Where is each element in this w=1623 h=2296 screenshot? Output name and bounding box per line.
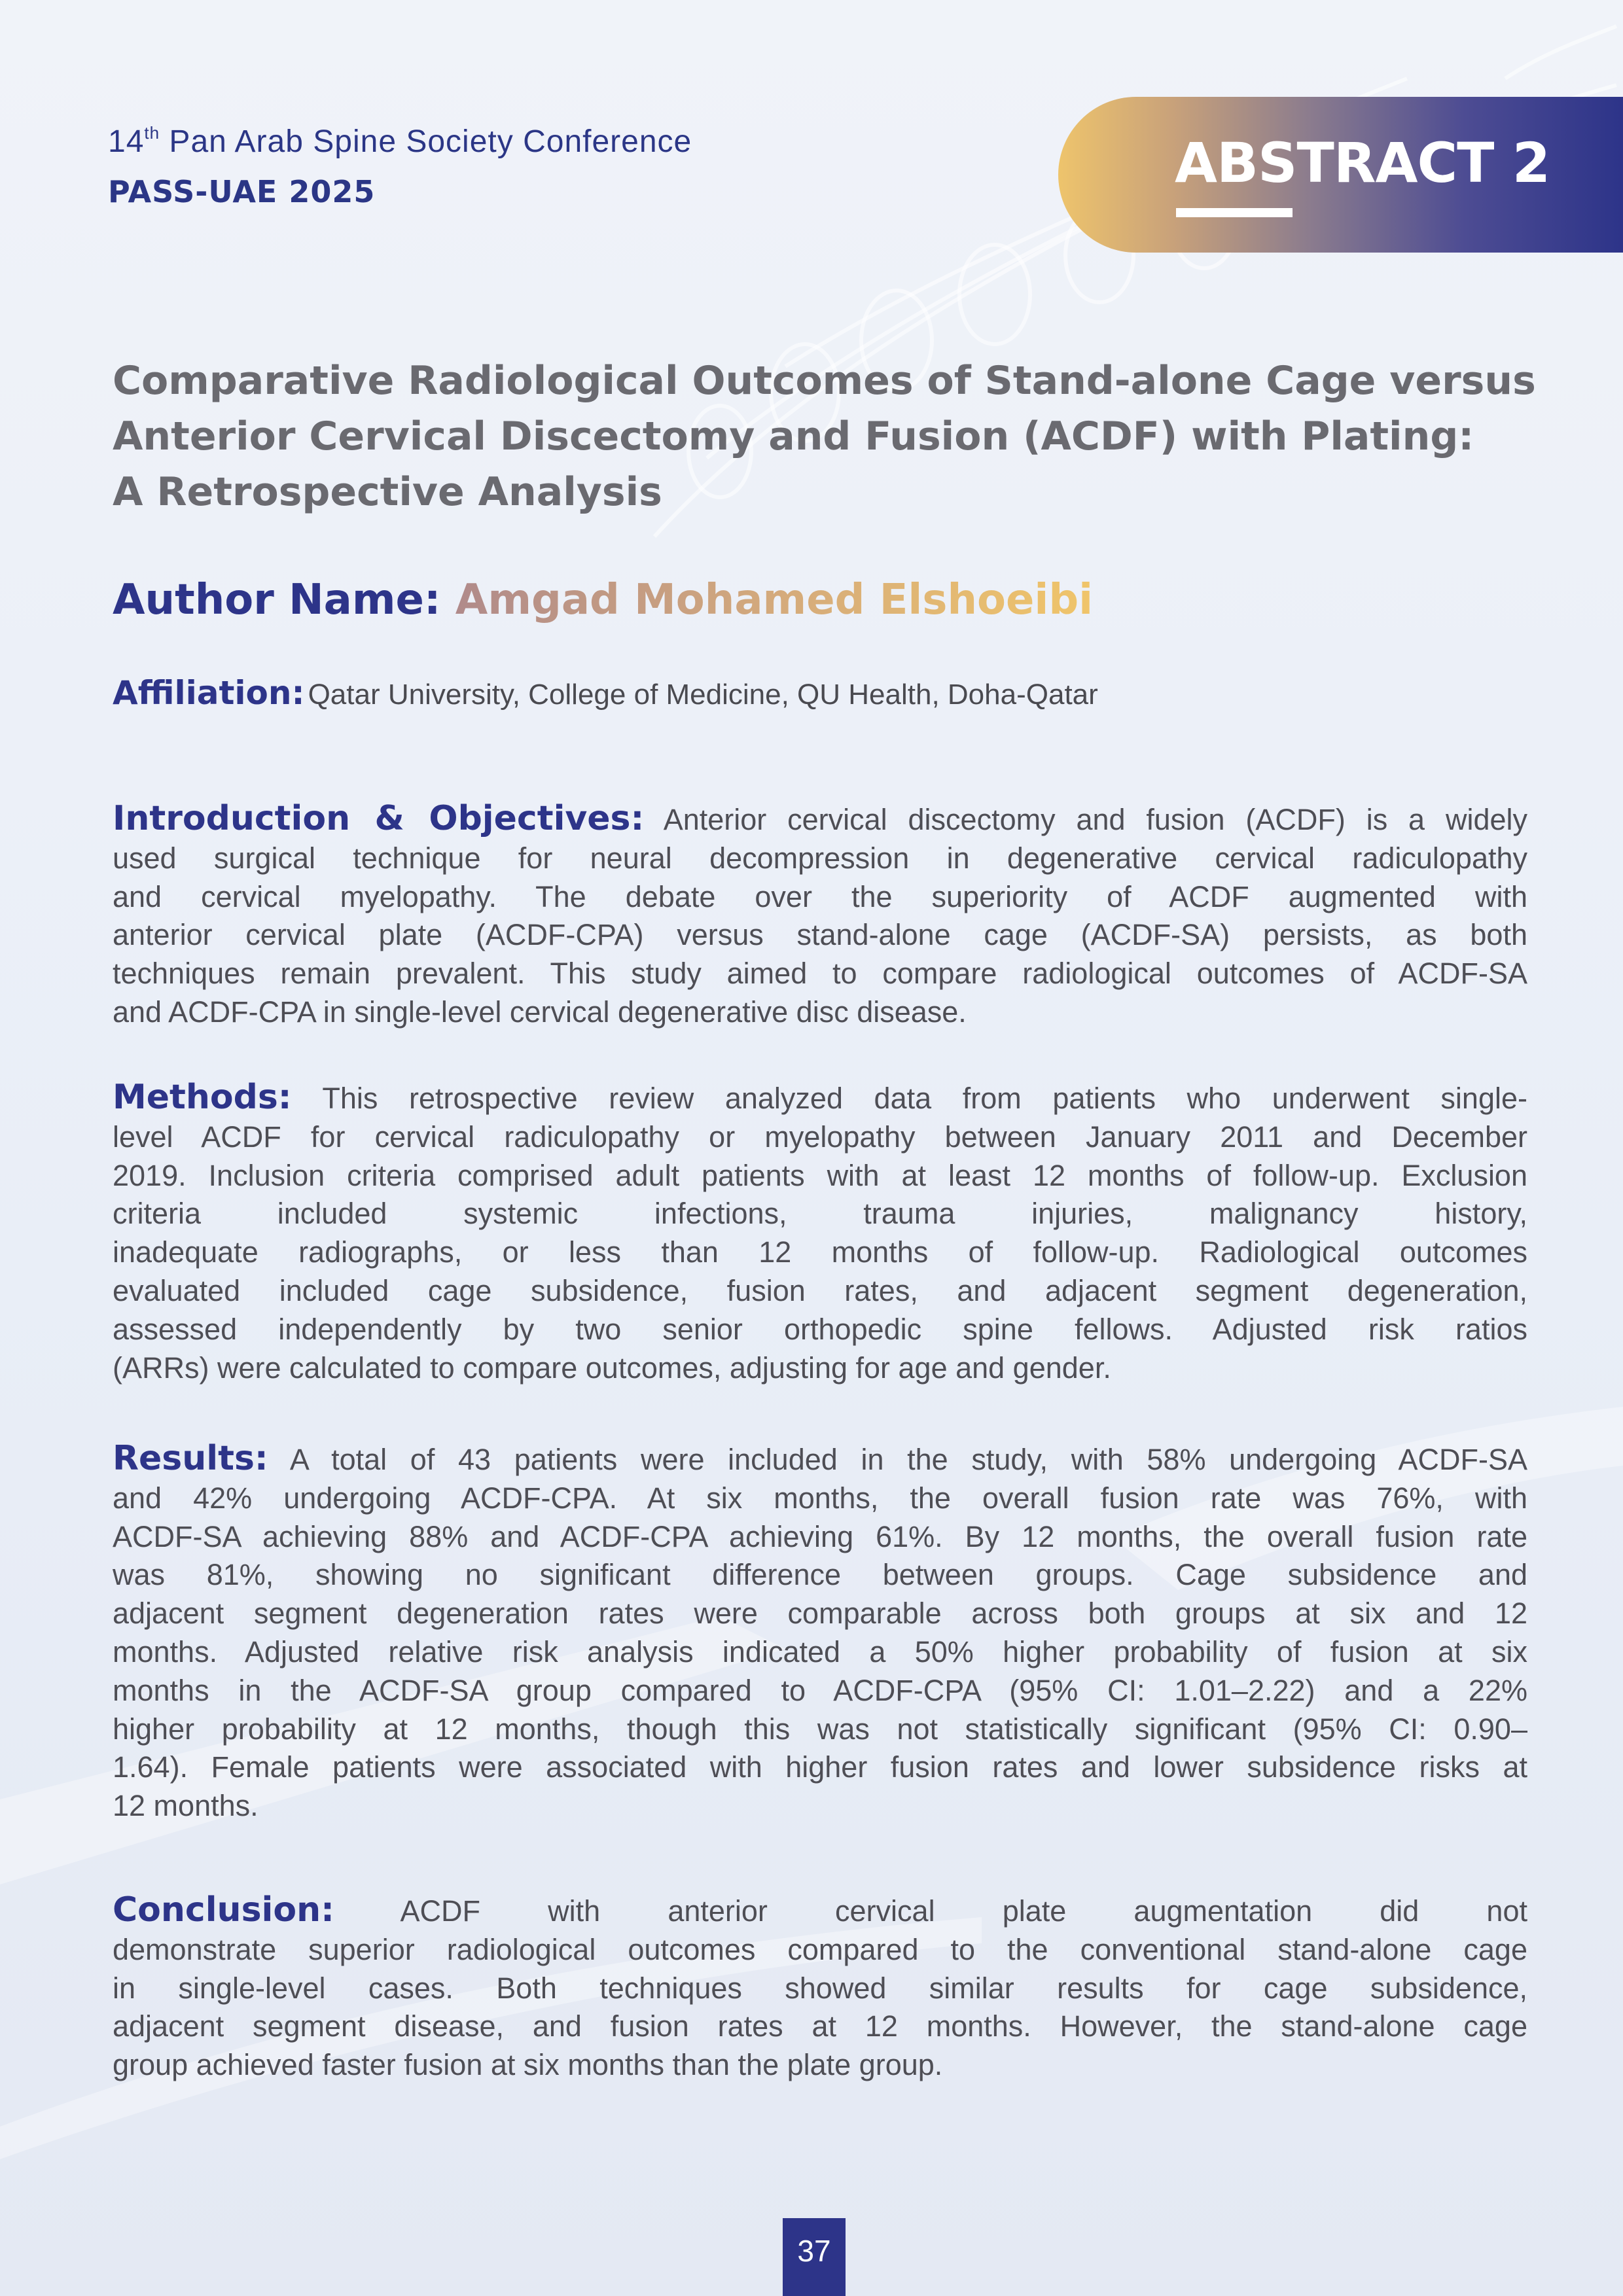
paragraph-line: months in the ACDF-SA group compared to ACDF-CPA (95% CI: 1.01–2.22) and a 22% (113, 1673, 1527, 1707)
paragraph-line: This retrospective review analyzed data from patients who underwent single- (322, 1082, 1527, 1115)
abstract-underline (1176, 208, 1293, 217)
conference-ordinal: th (144, 123, 160, 143)
conference-name: Pan Arab Spine Society Conference (169, 124, 692, 159)
paragraph-line: 1.64). Female patients were associated with higher fusion rates and lower subsidence risks at (113, 1750, 1527, 1784)
paragraph-line: 2019. Inclusion criteria comprised adult patients with at least 12 months of follow-up. Exclusion (113, 1158, 1527, 1192)
paragraph-line: used surgical technique for neural decompression in degenerative cervical radiculopathy (113, 841, 1527, 875)
affiliation-label: Affiliation: (113, 674, 305, 712)
paragraph-line: higher probability at 12 months, though this was not statistically significant (95% CI: 0.90– (113, 1712, 1527, 1746)
paragraph-line: (ARRs) were calculated to compare outcomes, adjusting for age and gender. (113, 1351, 1111, 1385)
paragraph-line: ACDF with anterior cervical plate augmentation did not (400, 1894, 1527, 1928)
event-name: PASS-UAE 2025 (108, 174, 376, 209)
paragraph-line: ACDF-SA achieving 88% and ACDF-CPA achieving 61%. By 12 months, the overall fusion rate (113, 1519, 1527, 1553)
paragraph-line: and cervical myelopathy. The debate over the superiority of ACDF augmented with (113, 879, 1527, 913)
paper-title (113, 353, 1552, 520)
paragraph-line: in single-level cases. Both techniques showed similar results for cage subsidence, (113, 1971, 1527, 2005)
affiliation-line (113, 674, 1098, 712)
title-line: Anterior Cervical Discectomy and Fusion (ACDF) with Plating: (113, 414, 1474, 459)
abstract-badge (1058, 97, 1623, 253)
paragraph-line: adjacent segment degeneration rates were comparable across both groups at six and 12 (113, 1597, 1527, 1631)
conference-header (108, 123, 692, 209)
paragraph-line: evaluated included cage subsidence, fusion rates, and adjacent segment degeneration, (113, 1273, 1527, 1307)
paragraph-line: techniques remain prevalent. This study aimed to compare radiological outcomes of ACDF-SA (113, 957, 1527, 991)
paragraph-line: months. Adjusted relative risk analysis indicated a 50% higher probability of fusion at six (113, 1634, 1527, 1669)
page-number: 37 (783, 2218, 846, 2296)
author-label: Author Name: (113, 576, 441, 624)
section-heading: Introduction & Objectives: (113, 799, 645, 838)
conference-title (108, 123, 692, 160)
section-heading: Conclusion: (113, 1890, 334, 1930)
methods-section (113, 1078, 1527, 1387)
paragraph-line: and 42% undergoing ACDF-CPA. At six months, the overall fusion rate was 76%, with (113, 1481, 1527, 1515)
paragraph-line: demonstrate superior radiological outcomes compared to the conventional stand-alone cage (113, 1932, 1527, 1966)
paragraph-line: criteria included systemic infections, trauma injuries, malignancy history, (113, 1197, 1527, 1231)
paragraph-line: and ACDF-CPA in single-level cervical degenerative disc disease. (113, 995, 967, 1029)
results-section (113, 1439, 1527, 1826)
title-line: Comparative Radiological Outcomes of Stand-alone Cage versus (113, 358, 1536, 404)
abstract-label: ABSTRACT 2 (1175, 131, 1550, 195)
paragraph-line: assessed independently by two senior orthopedic spine fellows. Adjusted risk ratios (113, 1312, 1527, 1346)
affiliation-text: Qatar University, College of Medicine, QU Health, Doha-Qatar (308, 679, 1098, 711)
paragraph-line: A total of 43 patients were included in the study, with 58% undergoing ACDF-SA (289, 1443, 1527, 1476)
title-line: A Retrospective Analysis (113, 469, 662, 515)
author-name: Amgad Mohamed Elshoeibi (455, 576, 1094, 624)
paragraph-line: was 81%, showing no significant difference between groups. Cage subsidence and (113, 1558, 1527, 1592)
paragraph-line: group achieved faster fusion at six months than the plate group. (113, 2048, 943, 2082)
paragraph-line: 12 months. (113, 1789, 259, 1823)
section-heading: Results: (113, 1439, 268, 1478)
introduction-section (113, 800, 1527, 1032)
paragraph-line: adjacent segment disease, and fusion rates at 12 months. However, the stand-alone cage (113, 2009, 1527, 2043)
author-line (113, 576, 1093, 624)
section-heading: Methods: (113, 1078, 292, 1117)
paragraph-line: inadequate radiographs, or less than 12 months of follow-up. Radiological outcomes (113, 1235, 1527, 1269)
conclusion-section (113, 1891, 1527, 2085)
paragraph-line: level ACDF for cervical radiculopathy or myelopathy between January 2011 and December (113, 1120, 1527, 1154)
conference-number: 14 (108, 124, 145, 159)
paragraph-line: anterior cervical plate (ACDF-CPA) versus stand-alone cage (ACDF-SA) persists, as both (113, 918, 1527, 952)
paragraph-line: Anterior cervical discectomy and fusion (ACDF) is a widely (663, 803, 1527, 836)
